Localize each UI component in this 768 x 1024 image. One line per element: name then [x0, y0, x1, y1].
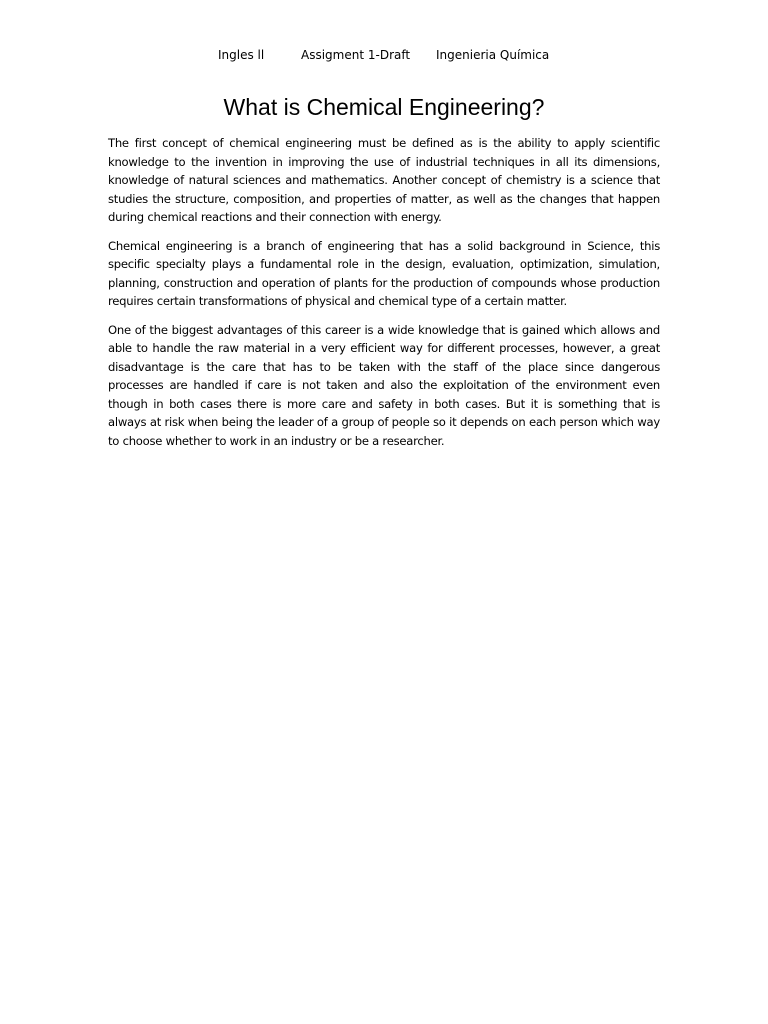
page-header — [0, 46, 768, 64]
header-major: Ingenieria Química — [436, 48, 550, 62]
header-assignment: Assigment 1-Draft — [301, 48, 411, 62]
document-body — [108, 134, 660, 460]
paragraph-1: The first concept of chemical engineering must be defined as is the ability to apply scientific knowledge to the invention in improving the use of industrial techniques in all its dimensions, knowledge of natural sciences and mathematics. Another concept of chemistry is a science that studies the structure, composition, and properties of matter, as well as the changes that happen during chemical reactions and their connection with energy. — [108, 136, 660, 224]
paragraph-3: One of the biggest advantages of this career is a wide knowledge that is gained which allows and able to handle the raw material in a very efficient way for different processes, however, a great disadvantage is the care that has to be taken with the staff of the place since dangerous processes are handled if care is not taken and also the exploitation of the environment even though in both cases there is more care and safety in both cases. But it is something that is always at risk when being the leader of a group of people so it depends on each person which way to choose whether to work in an industry or be a researcher. — [108, 322, 660, 448]
paragraph-2: Chemical engineering is a branch of engineering that has a solid background in Science, this specific specialty plays a fundamental role in the design, evaluation, optimization, simulation, planning, construction and operation of plants for the production of compounds whose production requires certain transformations of physical and chemical type of a certain matter. — [108, 238, 660, 308]
header-course: Ingles ll — [218, 48, 265, 62]
document-title: What is Chemical Engineering? — [223, 94, 545, 120]
